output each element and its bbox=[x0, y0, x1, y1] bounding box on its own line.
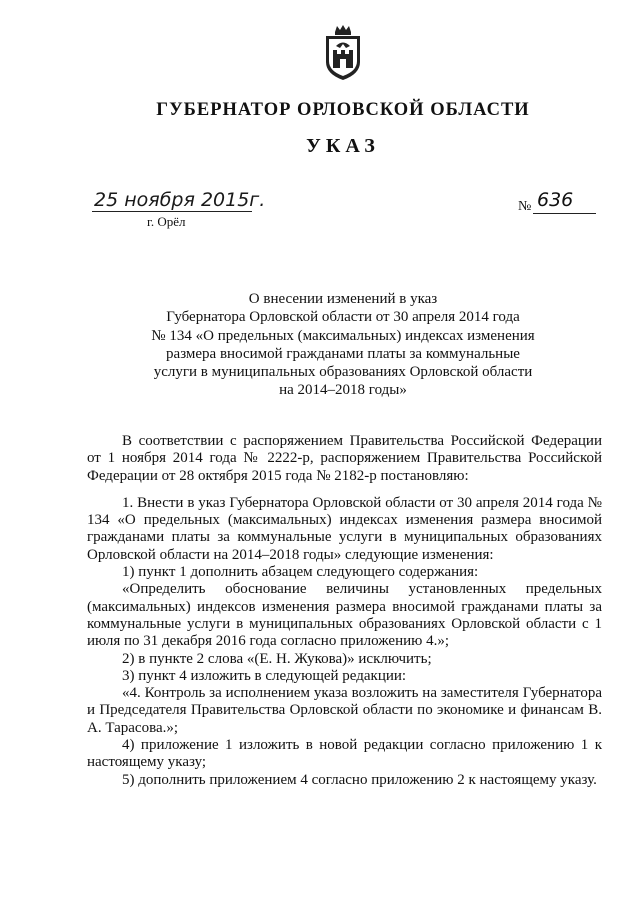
number-label: № bbox=[518, 199, 532, 214]
document-type: УКАЗ bbox=[306, 135, 380, 157]
number-underline bbox=[533, 213, 596, 214]
preamble-paragraph: В соответствии с распоряжением Правительства Российской Федерации от 1 ноября 2014 года № 2222-р, распоряжением Правительства Российской Федерации от 28 октября 2015 года № 2182-р постановляю: bbox=[87, 433, 602, 484]
oryol-oblast-coat-of-arms-icon bbox=[318, 24, 368, 82]
subject-line: услуги в муниципальных образованиях Орловской области bbox=[153, 364, 533, 381]
subject-line: № 134 «О предельных (максимальных) индексах изменения bbox=[151, 327, 535, 344]
document-city: г. Орёл bbox=[147, 214, 186, 229]
quoted-clause-4-paragraph: «4. Контроль за исполнением указа возложить на заместителя Губернатора и Председателя Правительства Орловской области по экономике и финансам В. А. Тарасова.»; bbox=[87, 685, 602, 736]
subclause-4-paragraph: 4) приложение 1 изложить в новой редакции согласно приложению 1 к настоящему указу; bbox=[87, 737, 602, 771]
date-underline bbox=[92, 211, 252, 212]
subclause-2-paragraph: 2) в пункте 2 слова «(Е. Н. Жукова)» исключить; bbox=[122, 650, 432, 667]
document-subject bbox=[100, 290, 586, 400]
subject-line: Губернатора Орловской области от 30 апреля 2014 года bbox=[166, 309, 520, 326]
subject-line: размера вносимой гражданами платы за коммунальные bbox=[166, 345, 520, 362]
subject-line: на 2014–2018 годы» bbox=[279, 382, 407, 399]
subclause-1-paragraph: 1) пункт 1 дополнить абзацем следующего содержания: bbox=[122, 564, 479, 581]
quoted-insert-paragraph: «Определить обоснование величины установленных предельных (максимальных) индексов изменения размера вносимой гражданами платы за коммунальные услуги в муниципальных образованиях Орловской области с 1 июля по 31 декабря 2016 года согласно приложению 4.»; bbox=[87, 581, 602, 650]
subclause-3-paragraph: 3) пункт 4 изложить в следующей редакции: bbox=[122, 667, 407, 684]
clause-1-paragraph: 1. Внести в указ Губернатора Орловской области от 30 апреля 2014 года № 134 «О предельных (максимальных) индексах изменения размера вносимой гражданами платы за коммунальные услуги в муниципальных образованиях Орловской области на 2014–2018 годы» следующие изменения: bbox=[87, 494, 602, 563]
document-date: 25 ноября 2015г. bbox=[94, 189, 266, 211]
document-number: 636 bbox=[537, 189, 574, 211]
subject-line: О внесении изменений в указ bbox=[248, 291, 438, 307]
subclause-5-paragraph: 5) дополнить приложением 4 согласно приложению 2 к настоящему указу. bbox=[122, 771, 597, 788]
document-body bbox=[87, 433, 602, 789]
issuing-authority: ГУБЕРНАТОР ОРЛОВСКОЙ ОБЛАСТИ bbox=[156, 100, 530, 120]
